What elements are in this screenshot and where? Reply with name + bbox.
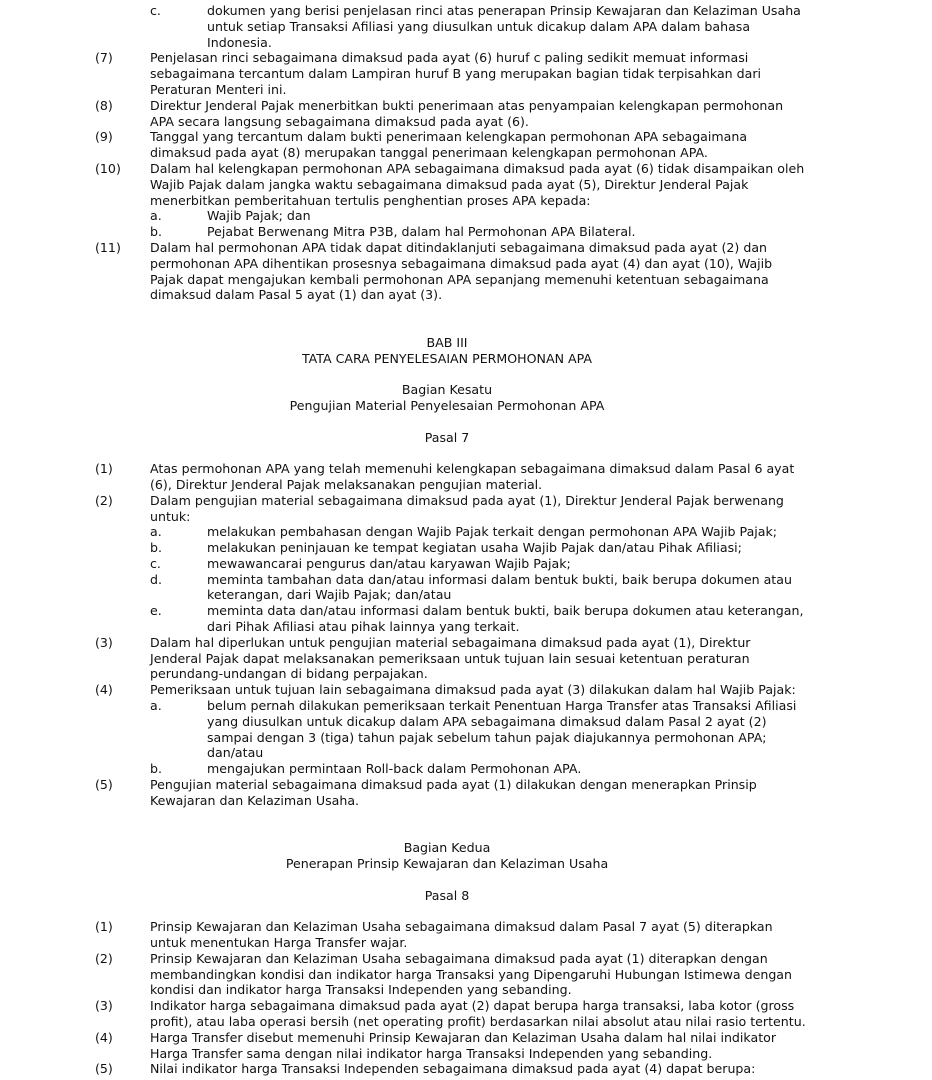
paragraph-text: Pemeriksaan untuk tujuan lain sebagaimana dimaksud pada ayat (3) dilakukan dalam hal Wajib Pajak:: [150, 682, 796, 698]
paragraph-continuation: [0, 145, 932, 161]
paragraph-text: menerbitkan pemberitahuan tertulis penghentian proses APA kepada:: [150, 192, 591, 208]
paragraph-number: (1): [95, 919, 113, 935]
sub-item-text: dan/atau: [207, 745, 264, 761]
paragraph-number: (9): [95, 129, 113, 145]
heading-text: Bagian Kedua: [403, 840, 491, 856]
sub-item-letter: a.: [150, 208, 162, 224]
sub-item-text: Indonesia.: [207, 34, 272, 50]
heading-text: Bagian Kesatu: [401, 382, 493, 398]
sub-item-text: Wajib Pajak; dan: [207, 208, 311, 224]
paragraph-continuation: [0, 256, 932, 272]
heading-text: Pasal 7: [424, 429, 470, 445]
paragraph-continuation: [0, 509, 932, 525]
sub-item-text: melakukan pembahasan dengan Wajib Pajak terkait dengan permohonan APA Wajib Pajak;: [207, 524, 778, 540]
paragraph-text: untuk menentukan Harga Transfer wajar.: [150, 935, 408, 951]
sub-item-letter: c.: [150, 3, 161, 18]
paragraph-item: [0, 1030, 932, 1046]
paragraph-text: Nilai indikator harga Transaksi Independen sebagaimana dimaksud pada ayat (4) dapat berupa:: [150, 1061, 756, 1077]
paragraph-text: Wajib Pajak dalam jangka waktu sebagaimana dimaksud pada ayat (5), Direktur Jenderal Pajak: [150, 176, 749, 192]
paragraph-item: [0, 951, 932, 967]
paragraph-number: (3): [95, 998, 113, 1014]
paragraph-text: Dalam hal permohonan APA tidak dapat ditindaklanjuti sebagaimana dimaksud pada ayat (2) dan: [150, 239, 768, 255]
paragraph-number: (8): [95, 97, 113, 113]
paragraph-item: [0, 1061, 932, 1077]
sub-item: [0, 3, 932, 19]
paragraph-number: (7): [95, 50, 113, 66]
heading-text: TATA CARA PENYELESAIAN PERMOHONAN APA: [301, 350, 593, 366]
paragraph-continuation: [0, 793, 932, 809]
paragraph-text: Tanggal yang tercantum dalam bukti penerimaan kelengkapan permohonan APA sebagaimana: [150, 129, 748, 145]
paragraph-continuation: [0, 1046, 932, 1062]
paragraph-item: [0, 635, 932, 651]
paragraph-continuation: [0, 967, 932, 983]
paragraph-text: Dalam hal kelengkapan permohonan APA sebagaimana dimaksud pada ayat (6) tidak disampaikan oleh: [150, 160, 805, 176]
blank-line: [0, 824, 932, 840]
blank-line: [0, 319, 932, 335]
paragraph-continuation: [0, 82, 932, 98]
sub-item-text: meminta tambahan data dan/atau informasi dalam bentuk bukti, baik berupa dokumen atau: [207, 571, 792, 587]
sub-item-text: mengajukan permintaan Roll-back dalam Permohonan APA.: [207, 761, 582, 777]
sub-item-letter: b.: [150, 540, 162, 556]
section-heading: [0, 840, 932, 856]
paragraph-continuation: [0, 193, 932, 209]
blank-line: [0, 809, 932, 825]
sub-item-letter: b.: [150, 761, 162, 777]
paragraph-continuation: [0, 666, 932, 682]
paragraph-text: APA secara langsung sebagaimana dimaksud pada ayat (6).: [150, 113, 529, 129]
sub-item: [0, 224, 932, 240]
sub-item: [0, 540, 932, 556]
sub-item: [0, 572, 932, 588]
paragraph-number: (2): [95, 950, 113, 966]
paragraph-number: (10): [95, 160, 121, 176]
paragraph-text: Pajak dapat mengajukan kembali permohonan APA sepanjang memenuhi ketentuan sebagaimana: [150, 271, 769, 287]
blank-line: [0, 414, 932, 430]
paragraph-item: [0, 919, 932, 935]
paragraph-text: Harga Transfer sama dengan nilai indikator harga Transaksi Independen yang sebanding.: [150, 1045, 713, 1061]
section-heading: [0, 351, 932, 367]
sub-item-text: dokumen yang berisi penjelasan rinci atas penerapan Prinsip Kewajaran dan Kelaziman Usaha: [207, 3, 801, 18]
sub-item-letter: c.: [150, 555, 161, 571]
paragraph-number: (4): [95, 682, 113, 698]
paragraph-text: membandingkan kondisi dan indikator harga Transaksi yang Dipengaruhi Hubungan Istimewa dengan: [150, 966, 793, 982]
heading-text: Pengujian Material Penyelesaian Permohonan APA: [289, 397, 605, 413]
sub-item-text: melakukan peninjauan ke tempat kegiatan usaha Wajib Pajak dan/atau Pihak Afiliasi;: [207, 540, 742, 556]
heading-text: BAB III: [426, 334, 468, 350]
sub-item: [0, 603, 932, 619]
sub-item-text: untuk setiap Transaksi Afiliasi yang diusulkan untuk dicakup dalam APA dalam bahasa: [207, 18, 751, 34]
sub-item-continuation: [0, 35, 932, 51]
sub-item-text: mewawancarai pengurus dan/atau karyawan Wajib Pajak;: [207, 555, 571, 571]
paragraph-continuation: [0, 272, 932, 288]
section-heading: [0, 888, 932, 904]
paragraph-text: Prinsip Kewajaran dan Kelaziman Usaha sebagaimana dimaksud pada ayat (1) diterapkan dengan: [150, 950, 768, 966]
blank-line: [0, 445, 932, 461]
sub-item-continuation: [0, 619, 932, 635]
paragraph-item: [0, 682, 932, 698]
paragraph-continuation: [0, 477, 932, 493]
paragraph-continuation: [0, 935, 932, 951]
paragraph-number: (3): [95, 634, 113, 650]
sub-item-letter: b.: [150, 224, 162, 240]
paragraph-text: Dalam pengujian material sebagaimana dimaksud pada ayat (1), Direktur Jenderal Pajak berwenang: [150, 492, 784, 508]
paragraph-continuation: [0, 1014, 932, 1030]
paragraph-text: Direktur Jenderal Pajak menerbitkan bukti penerimaan atas penyampaian kelengkapan permohonan: [150, 97, 784, 113]
sub-item-letter: a.: [150, 524, 162, 540]
paragraph-text: Indikator harga sebagaimana dimaksud pada ayat (2) dapat berupa harga transaksi, laba kotor (gross: [150, 998, 795, 1014]
paragraph-item: [0, 161, 932, 177]
paragraph-text: Pengujian material sebagaimana dimaksud pada ayat (1) dilakukan dengan menerapkan Prinsip: [150, 777, 757, 793]
blank-line: [0, 303, 932, 319]
paragraph-item: [0, 461, 932, 477]
sub-item-text: Pejabat Berwenang Mitra P3B, dalam hal Permohonan APA Bilateral.: [207, 224, 636, 240]
paragraph-number: (5): [95, 1061, 113, 1077]
sub-item-letter: a.: [150, 698, 162, 714]
paragraph-number: (1): [95, 461, 113, 477]
paragraph-item: [0, 50, 932, 66]
sub-item-text: meminta data dan/atau informasi dalam bentuk bukti, baik berupa dokumen atau keterangan,: [207, 603, 804, 619]
sub-item-continuation: [0, 730, 932, 746]
sub-item: [0, 208, 932, 224]
paragraph-text: Kewajaran dan Kelaziman Usaha.: [150, 792, 360, 808]
blank-line: [0, 903, 932, 919]
section-heading: [0, 430, 932, 446]
blank-line: [0, 872, 932, 888]
sub-item: [0, 524, 932, 540]
sub-item-continuation: [0, 745, 932, 761]
paragraph-item: [0, 777, 932, 793]
paragraph-number: (2): [95, 492, 113, 508]
heading-text: Penerapan Prinsip Kewajaran dan Kelaziman Usaha: [285, 856, 609, 872]
document-page: [0, 3, 932, 1077]
paragraph-text: Penjelasan rinci sebagaimana dimaksud pada ayat (6) huruf c paling sedikit memuat informasi: [150, 50, 749, 66]
paragraph-item: [0, 493, 932, 509]
paragraph-text: Prinsip Kewajaran dan Kelaziman Usaha sebagaimana dimaksud dalam Pasal 7 ayat (5) diterapkan: [150, 919, 773, 935]
paragraph-continuation: [0, 651, 932, 667]
paragraph-text: profit), atau laba operasi bersih (net operating profit) berdasarkan nilai absolut atau nilai rasio tertentu.: [150, 1014, 806, 1029]
paragraph-text: Atas permohonan APA yang telah memenuhi kelengkapan sebagaimana dimaksud dalam Pasal 6 ayat: [150, 461, 795, 477]
paragraph-item: [0, 98, 932, 114]
paragraph-text: Peraturan Menteri ini.: [150, 81, 287, 97]
sub-item: [0, 761, 932, 777]
paragraph-text: permohonan APA dihentikan prosesnya sebagaimana dimaksud pada ayat (4) dan ayat (10), Wajib: [150, 255, 773, 271]
section-heading: [0, 398, 932, 414]
sub-item-text: belum pernah dilakukan pemeriksaan terkait Penentuan Harga Transfer atas Transaksi Afiliasi: [207, 698, 797, 714]
paragraph-text: dimaksud dalam Pasal 5 ayat (1) dan ayat (3).: [150, 287, 443, 303]
paragraph-item: [0, 998, 932, 1014]
paragraph-text: Dalam hal diperlukan untuk pengujian material sebagaimana dimaksud pada ayat (1), Direktur: [150, 634, 751, 650]
sub-item: [0, 698, 932, 714]
paragraph-number: (11): [95, 239, 121, 255]
paragraph-number: (4): [95, 1029, 113, 1045]
paragraph-text: dimaksud pada ayat (8) merupakan tanggal penerimaan kelengkapan permohonan APA.: [150, 145, 708, 161]
sub-item-text: sampai dengan 3 (tiga) tahun pajak sebelum tahun pajak diajukannya permohonan APA;: [207, 729, 767, 745]
sub-item-continuation: [0, 19, 932, 35]
sub-item-continuation: [0, 714, 932, 730]
paragraph-continuation: [0, 177, 932, 193]
paragraph-text: Jenderal Pajak dapat melaksanakan pemeriksaan untuk tujuan lain sesuai ketentuan peraturan: [150, 650, 750, 666]
section-heading: [0, 335, 932, 351]
sub-item-text: keterangan, dari Wajib Pajak; dan/atau: [207, 587, 452, 603]
blank-line: [0, 366, 932, 382]
paragraph-number: (5): [95, 777, 113, 793]
paragraph-text: perundang-undangan di bidang perpajakan.: [150, 666, 428, 682]
paragraph-text: Harga Transfer disebut memenuhi Prinsip Kewajaran dan Kelaziman Usaha dalam hal nilai indikator: [150, 1029, 777, 1045]
paragraph-text: untuk:: [150, 508, 191, 524]
sub-item: [0, 556, 932, 572]
sub-item-letter: d.: [150, 571, 162, 587]
sub-item-text: dari Pihak Afiliasi atau pihak lainnya yang terkait.: [207, 619, 520, 635]
paragraph-continuation: [0, 66, 932, 82]
paragraph-continuation: [0, 982, 932, 998]
sub-item-continuation: [0, 587, 932, 603]
sub-item-text: yang diusulkan untuk dicakup dalam APA sebagaimana dimaksud dalam Pasal 2 ayat (2): [207, 713, 767, 729]
section-heading: [0, 856, 932, 872]
paragraph-continuation: [0, 114, 932, 130]
paragraph-text: (6), Direktur Jenderal Pajak melaksanakan pengujian material.: [150, 476, 543, 492]
section-heading: [0, 382, 932, 398]
paragraph-text: sebagaimana tercantum dalam Lampiran huruf B yang merupakan bagian tidak terpisahkan dari: [150, 66, 762, 82]
sub-item-letter: e.: [150, 603, 162, 619]
paragraph-item: [0, 129, 932, 145]
paragraph-text: kondisi dan indikator harga Transaksi Independen yang sebanding.: [150, 982, 572, 998]
heading-text: Pasal 8: [424, 887, 470, 903]
paragraph-continuation: [0, 287, 932, 303]
paragraph-item: [0, 240, 932, 256]
